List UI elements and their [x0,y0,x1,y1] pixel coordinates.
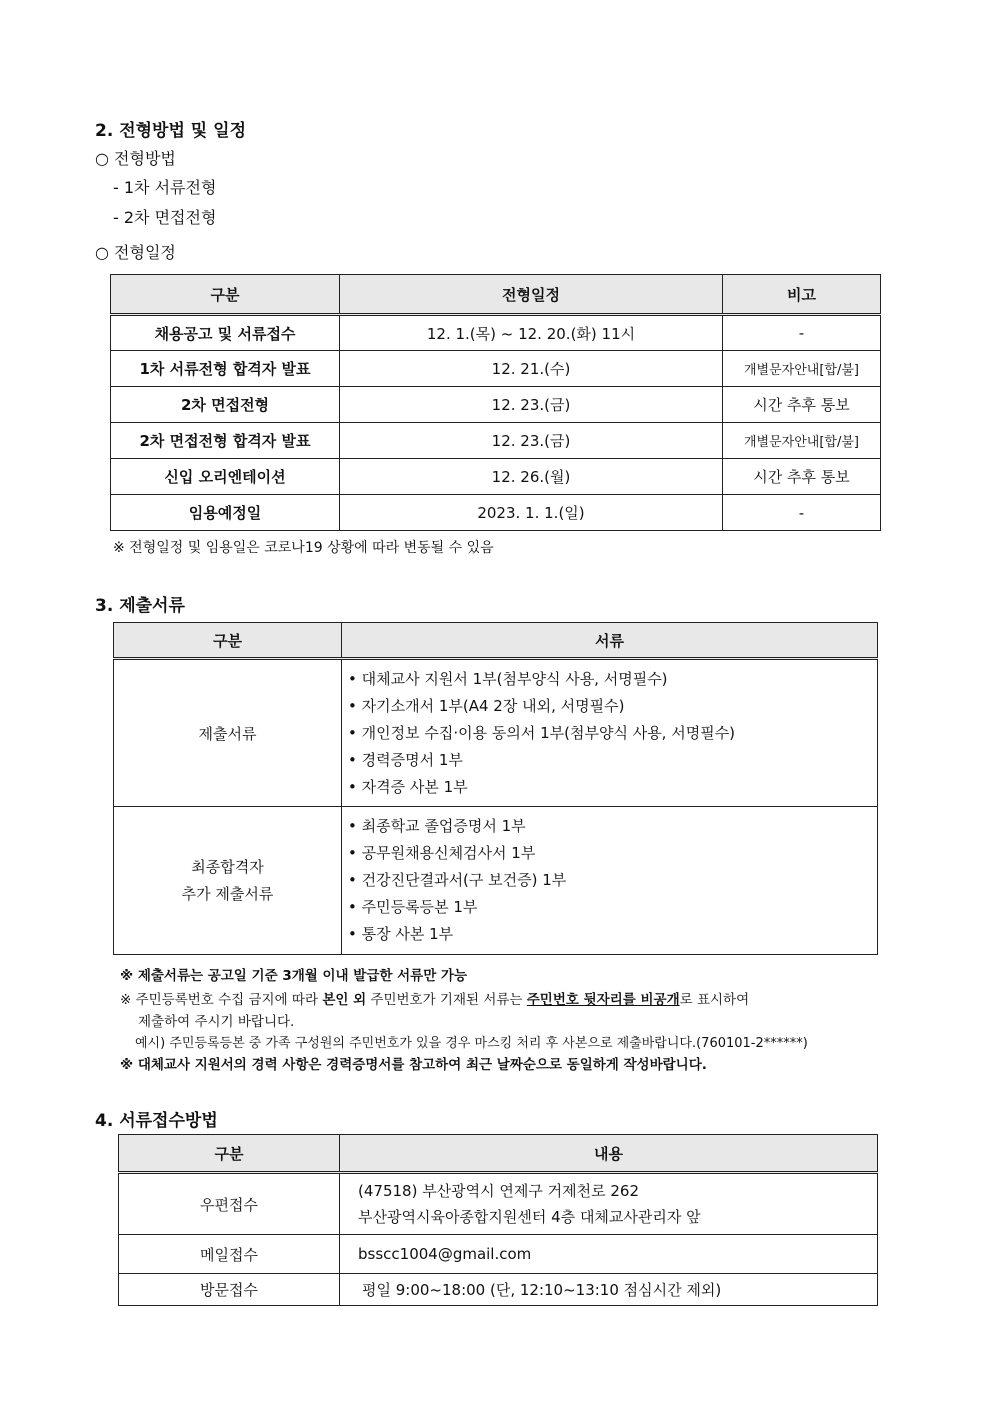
table-row [119,1235,878,1274]
documents-note: ※ 제출서류는 공고일 기준 3개월 이내 발급한 서류만 가능 [120,968,468,984]
table-cell: 채용공고 및 서류접수 [111,315,340,351]
list-item: • 경력증명서 1부 [348,747,871,774]
table-cell: 2차 면접전형 [111,387,340,423]
table-cell: 신입 오리엔테이션 [111,459,340,495]
list-item: • 개인정보 수집·이용 동의서 1부(첨부양식 사용, 서명필수) [348,720,871,747]
table-cell: 평일 9:00~18:00 (단, 12:10~13:10 점심시간 제외) [340,1274,878,1306]
documents-example: 예시) 주민등록등본 중 가족 구성원의 주민번호가 있을 경우 마스킹 처리 후 사본으로 제출바랍니다.(760101-2******) [135,1036,808,1051]
col-header: 내용 [340,1135,878,1173]
table-cell: 개별문자안내[합/불] [723,423,881,459]
table-row [119,1173,878,1235]
table-cell: 방문접수 [119,1274,340,1306]
table-cell: 2차 면접전형 합격자 발표 [111,423,340,459]
col-header: 서류 [342,623,878,659]
table-row [111,423,881,459]
table-cell: 개별문자안내[합/불] [723,351,881,387]
table-cell: 12. 26.(월) [340,459,723,495]
table-row [111,459,881,495]
list-item: • 대체교사 지원서 1부(첨부양식 사용, 서명필수) [348,666,871,693]
section-2-title: 2. 전형방법 및 일정 [95,121,246,141]
document-list [348,666,871,801]
table-cell: 12. 23.(금) [340,423,723,459]
list-item: • 자격증 사본 1부 [348,774,871,801]
col-header: 구분 [119,1135,340,1173]
col-header: 비고 [723,275,881,315]
note-text: ※ 주민등록번호 수집 금지에 따라 [120,992,323,1008]
list-item: • 통장 사본 1부 [348,921,871,948]
table-cell: 12. 1.(목) ~ 12. 20.(화) 11시 [340,315,723,351]
note-emphasis: 주민번호 뒷자리를 비공개 [526,992,680,1008]
table-row [111,315,881,351]
method-item: - 1차 서류전형 [113,178,217,197]
col-header: 구분 [114,623,342,659]
group-label-line: 추가 제출서류 [181,884,274,903]
col-header: 구분 [111,275,340,315]
address-line: 부산광역시육아종합지원센터 4층 대체교사관리자 앞 [358,1208,701,1226]
table-cell: - [723,315,881,351]
section-4-title: 4. 서류접수방법 [95,1111,218,1131]
table-row [114,807,878,955]
document-list [348,813,871,948]
list-item: • 건강진단결과서(구 보건증) 1부 [348,867,871,894]
list-item: • 자기소개서 1부(A4 2장 내외, 서명필수) [348,693,871,720]
table-cell: 임용예정일 [111,495,340,531]
table-row [111,387,881,423]
table-cell: 12. 21.(수) [340,351,723,387]
section-3-title: 3. 제출서류 [95,596,185,616]
col-header: 전형일정 [340,275,723,315]
group-label-line: 최종합격자 [191,857,264,876]
email-address: bsscc1004@gmail.com [340,1235,878,1274]
table-cell: 1차 서류전형 합격자 발표 [111,351,340,387]
table-row [111,495,881,531]
note-emphasis: 본인 외 [322,992,367,1008]
submission-table [118,1134,878,1306]
table-cell: 2023. 1. 1.(일) [340,495,723,531]
schedule-note: ※ 전형일정 및 임용일은 코로나19 상황에 따라 변동될 수 있음 [113,540,494,556]
table-row [119,1274,878,1306]
table-cell: 시간 추후 통보 [723,459,881,495]
note-text: 로 표시하여 [679,992,750,1008]
method-item: - 2차 면접전형 [113,208,217,227]
table-cell: 시간 추후 통보 [723,387,881,423]
note-text: 주민번호가 기재된 서류는 [366,992,527,1008]
address-line: (47518) 부산광역시 연제구 거제천로 262 [358,1182,640,1200]
method-heading: ○ 전형방법 [95,149,176,168]
list-item: • 최종학교 졸업증명서 1부 [348,813,871,840]
table-cell: 메일접수 [119,1235,340,1274]
table-cell: 12. 23.(금) [340,387,723,423]
schedule-table [110,274,881,531]
group-label: 제출서류 [114,659,342,807]
group-label [114,807,342,955]
documents-note: ※ 대체교사 지원서의 경력 사항은 경력증명서를 참고하여 최근 날짜순으로 동일하게 작성바랍니다. [120,1057,707,1073]
table-row [111,351,881,387]
table-row [114,659,878,807]
list-item: • 주민등록등본 1부 [348,894,871,921]
list-item: • 공무원채용신체검사서 1부 [348,840,871,867]
documents-note: 제출하여 주시기 바랍니다. [138,1014,295,1030]
documents-note [120,990,749,1011]
table-cell: 우편접수 [119,1173,340,1235]
table-cell: - [723,495,881,531]
schedule-heading: ○ 전형일정 [95,243,176,262]
documents-table [113,622,878,955]
